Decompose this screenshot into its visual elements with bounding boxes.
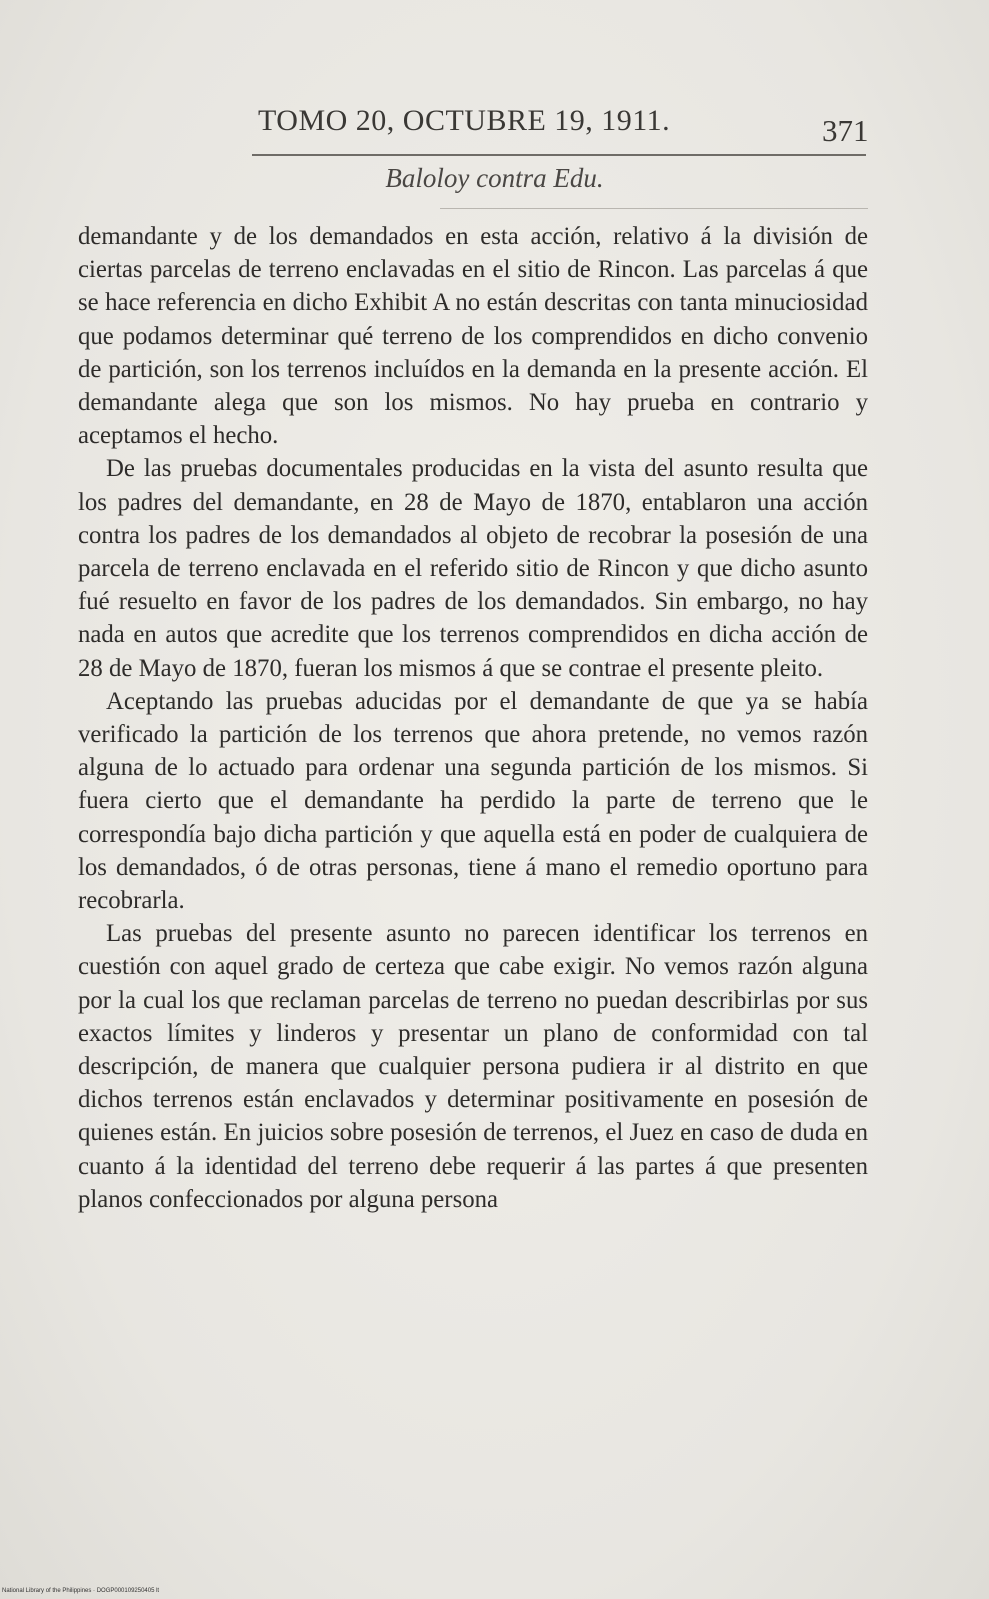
body-text xyxy=(78,220,868,1216)
header-rule xyxy=(252,154,866,156)
paragraph-1: demandante y de los demandados en esta acción, relativo á la división de ciertas parcelas de terreno enclavadas en el sitio de Rincon. Las parcelas á que se hace referencia en dicho Exhibit A no están descritas con tanta minuciosidad que podamos determinar qué terreno de los comprendidos en dicho convenio de partición, son los terrenos incluídos en la demanda en la presente acción. El demandante alega que son los mismos. No hay prueba en contrario y aceptamos el hecho. xyxy=(78,223,868,450)
subheader-rule xyxy=(440,208,868,209)
case-title: Baloloy contra Edu. xyxy=(385,163,604,193)
scan-footer-note: National Library of the Philippines · DOGP000109250405 lt xyxy=(2,1588,160,1594)
paragraph-4: Las pruebas del presente asunto no parecen identificar los terrenos en cuestión con aquel grado de certeza que cabe exigir. No vemos razón alguna por la cual los que reclaman parcelas de terreno no puedan describirlas por sus exactos límites y linderos y presentar un plano de conformidad con tal descripción, de manera que cualquier persona pudiera ir al distrito en que dichos terrenos están enclavados y determinar positivamente en posesión de quienes están. En juicios sobre posesión de terrenos, el Juez en caso de duda en cuanto á la identidad del terreno debe requerir á las partes á que presenten planos confeccionados por alguna persona xyxy=(78,920,868,1213)
page-number: 371 xyxy=(822,113,869,148)
running-head: TOMO 20, OCTUBRE 19, 1911. xyxy=(258,104,671,137)
paragraph-2: De las pruebas documentales producidas en la vista del asunto resulta que los padres del demandante, en 28 de Mayo de 1870, entablaron una acción contra los padres de los demandados al objeto de recobrar la posesión de una parcela de terreno enclavada en el referido sitio de Rincon y que dicho asunto fué resuelto en favor de los padres de los demandados. Sin embargo, no hay nada en autos que acredite que los terrenos comprendidos en dicha acción de 28 de Mayo de 1870, fueran los mismos á que se contrae el presente pleito. xyxy=(78,455,868,682)
paragraph-3: Aceptando las pruebas aducidas por el demandante de que ya se había verificado la partición de los terrenos que ahora pretende, no vemos razón alguna de lo actuado para ordenar una segunda partición de los mismos. Si fuera cierto que el demandante ha perdido la parte de terreno que le correspondía bajo dicha partición y que aquella está en poder de cualquiera de los demandados, ó de otras personas, tiene á mano el remedio oportuno para recobrarla. xyxy=(78,687,868,915)
